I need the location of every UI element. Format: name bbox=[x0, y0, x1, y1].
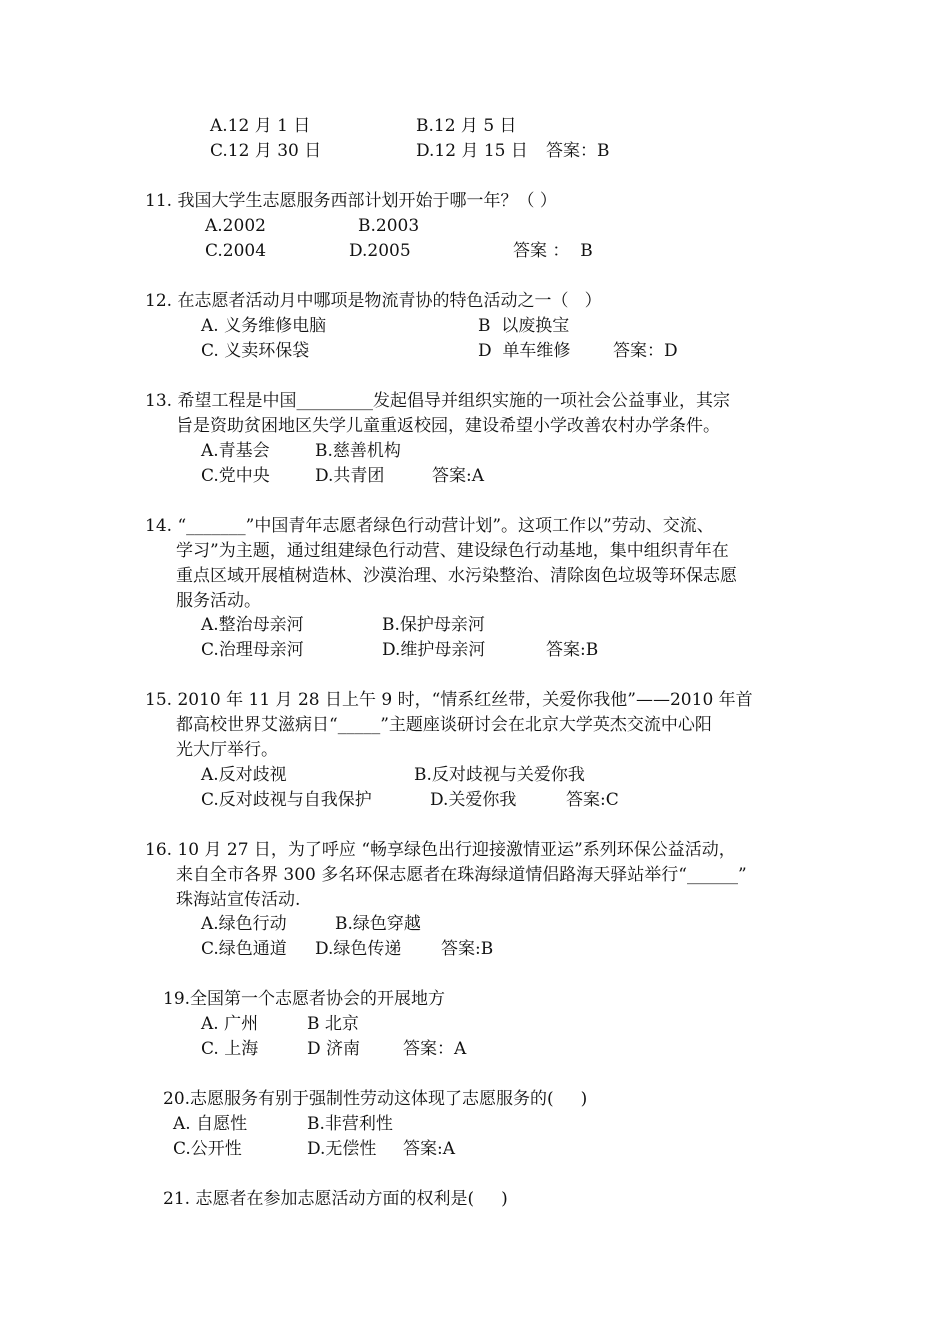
text-line-27-1: D.绿色传递 bbox=[315, 939, 402, 959]
text-line-20-0: 光大厅举行。 bbox=[176, 740, 278, 760]
text-line-15-0: 服务活动。 bbox=[176, 591, 261, 611]
text-line-1-1: D.12 月 15 日 bbox=[416, 141, 528, 161]
text-line-17-1: D.维护母亲河 bbox=[382, 640, 486, 660]
text-line-29-0: A. 广州 bbox=[201, 1014, 259, 1034]
text-line-7-2: 答案：D bbox=[613, 341, 678, 361]
text-line-31-0: 20.志愿服务有别于强制性劳动这体现了志愿服务的( ) bbox=[163, 1089, 588, 1109]
text-line-32-1: B.非营利性 bbox=[307, 1114, 393, 1134]
text-line-26-1: B.绿色穿越 bbox=[335, 914, 421, 934]
text-line-1-2: 答案：B bbox=[546, 141, 610, 161]
text-line-33-2: 答案:A bbox=[403, 1139, 456, 1159]
text-line-5-0: 12. 在志愿者活动月中哪项是物流青协的特色活动之一（ ） bbox=[145, 291, 602, 311]
text-line-10-0: A.青基会 bbox=[201, 441, 270, 461]
text-line-22-1: D.关爱你我 bbox=[430, 790, 517, 810]
text-line-3-1: B.2003 bbox=[358, 216, 420, 236]
text-line-17-2: 答案:B bbox=[546, 640, 599, 660]
text-line-6-0: A. 义务维修电脑 bbox=[201, 316, 327, 336]
text-line-11-0: C.党中央 bbox=[201, 466, 270, 486]
text-line-29-1: B 北京 bbox=[307, 1014, 359, 1034]
text-line-30-1: D 济南 bbox=[307, 1039, 361, 1059]
text-line-30-2: 答案：A bbox=[403, 1039, 467, 1059]
text-line-27-2: 答案:B bbox=[441, 939, 494, 959]
text-line-27-0: C.绿色通道 bbox=[201, 939, 287, 959]
text-line-25-0: 珠海站宣传活动. bbox=[176, 890, 301, 910]
text-line-4-0: C.2004 bbox=[205, 241, 267, 261]
text-line-13-0: 学习”为主题，通过组建绿色行动营、建设绿色行动基地，集中组织青年在 bbox=[176, 541, 729, 561]
text-line-17-0: C.治理母亲河 bbox=[201, 640, 304, 660]
text-line-34-0: 21. 志愿者在参加志愿活动方面的权利是( ) bbox=[163, 1189, 508, 1209]
text-line-0-1: B.12 月 5 日 bbox=[416, 116, 517, 136]
text-line-33-0: C.公开性 bbox=[173, 1139, 242, 1159]
text-line-18-0: 15. 2010 年 11 月 28 日上午 9 时，“情系红丝带，关爱你我他”——2010 年首 bbox=[145, 690, 753, 710]
text-line-26-0: A.绿色行动 bbox=[201, 914, 287, 934]
text-line-19-0: 都高校世界艾滋病日“_____”主题座谈研讨会在北京大学英杰交流中心阳 bbox=[176, 715, 712, 735]
text-line-12-0: 14. “_______”中国青年志愿者绿色行动营计划”。这项工作以”劳动、交流、 bbox=[145, 516, 714, 536]
text-line-9-0: 旨是资助贫困地区失学儿童重返校园，建设希望小学改善农村办学条件。 bbox=[176, 416, 720, 436]
text-line-22-0: C.反对歧视与自我保护 bbox=[201, 790, 372, 810]
text-line-11-2: 答案:A bbox=[432, 466, 485, 486]
text-line-32-0: A. 自愿性 bbox=[173, 1114, 248, 1134]
text-line-33-1: D.无偿性 bbox=[307, 1139, 377, 1159]
text-line-23-0: 16. 10 月 27 日，为了呼应 “畅享绿色出行迎接激情亚运”系列环保公益活动， bbox=[145, 840, 736, 860]
text-line-3-0: A.2002 bbox=[205, 216, 266, 236]
text-line-16-0: A.整治母亲河 bbox=[201, 615, 304, 635]
text-line-7-0: C. 义卖环保袋 bbox=[201, 341, 310, 361]
text-line-4-1: D.2005 bbox=[349, 241, 411, 261]
text-line-7-1: D 单车维修 bbox=[478, 341, 571, 361]
text-line-1-0: C.12 月 30 日 bbox=[210, 141, 322, 161]
text-line-2-0: 11. 我国大学生志愿服务西部计划开始于哪一年？（ ） bbox=[145, 191, 557, 211]
text-line-8-0: 13. 希望工程是中国_________发起倡导并组织实施的一项社会公益事业，其宗 bbox=[145, 391, 730, 411]
text-line-16-1: B.保护母亲河 bbox=[382, 615, 485, 635]
text-line-10-1: B.慈善机构 bbox=[315, 441, 401, 461]
text-line-4-2: 答案 ： B bbox=[513, 241, 593, 261]
text-line-28-0: 19.全国第一个志愿者协会的开展地方 bbox=[163, 989, 446, 1009]
text-line-0-0: A.12 月 1 日 bbox=[210, 116, 311, 136]
text-line-21-1: B.反对歧视与关爱你我 bbox=[414, 765, 585, 785]
text-line-22-2: 答案:C bbox=[566, 790, 619, 810]
text-line-14-0: 重点区域开展植树造林、沙漠治理、水污染整治、清除囱色垃圾等环保志愿 bbox=[176, 566, 737, 586]
text-line-6-1: B 以废换宝 bbox=[478, 316, 570, 336]
text-line-11-1: D.共青团 bbox=[315, 466, 385, 486]
text-line-30-0: C. 上海 bbox=[201, 1039, 259, 1059]
text-line-21-0: A.反对歧视 bbox=[201, 765, 287, 785]
text-line-24-0: 来自全市各界 300 多名环保志愿者在珠海绿道情侣路海天驿站举行“______” bbox=[176, 865, 747, 885]
